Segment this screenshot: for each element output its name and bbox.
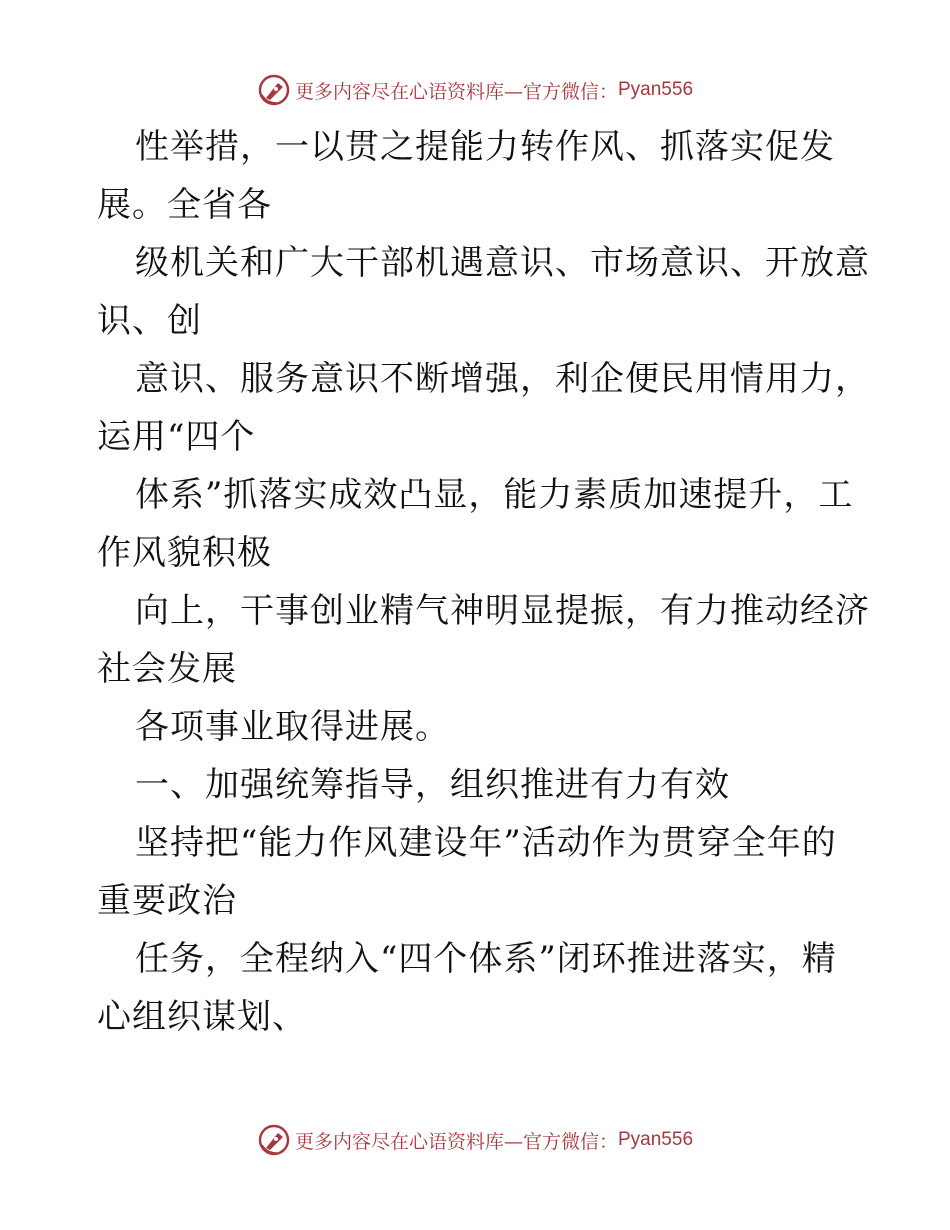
pen-nib-logo-icon [257,73,291,107]
watermark-text: 更多内容尽在心语资料库—官方微信： [294,1130,618,1153]
text-line: 任务，全程纳入“四个体系”闭环推进落实，精 [135,939,837,979]
text-line: 重要政治 [97,881,237,921]
watermark-text: 更多内容尽在心语资料库—官方微信： [294,80,618,103]
text-line: 一、加强统筹指导，组织推进有力有效 [135,765,730,805]
text-line: 向上，干事创业精气神明显提振，有力推动经济 [135,591,870,631]
document-body [97,118,877,1046]
text-line: 性举措，一以贯之提能力转作风、抓落实促发 [135,127,835,167]
pen-nib-logo-icon [257,1123,291,1157]
text-line: 体系”抓落实成效凸显，能力素质加速提升，工 [135,475,854,515]
watermark-wechat-id: Pyan556 [618,1129,694,1150]
watermark-wechat-id: Pyan556 [618,79,694,100]
text-line: 社会发展 [97,649,237,689]
text-line: 级机关和广大干部机遇意识、市场意识、开放意 [135,243,870,283]
text-line: 各项事业取得进展。 [135,707,450,747]
text-line: 意识、服务意识不断增强，利企便民用情用力， [135,359,870,399]
text-line: 作风貌积极 [97,533,272,573]
text-line: 运用“四个 [97,417,256,457]
header-watermark [0,70,950,110]
text-line: 展。全省各 [97,185,272,225]
footer-watermark [0,1120,950,1160]
text-line: 坚持把“能力作风建设年”活动作为贯穿全年的 [135,823,837,863]
text-line: 识、创 [97,301,202,341]
text-line: 心组织谋划、 [97,997,307,1037]
